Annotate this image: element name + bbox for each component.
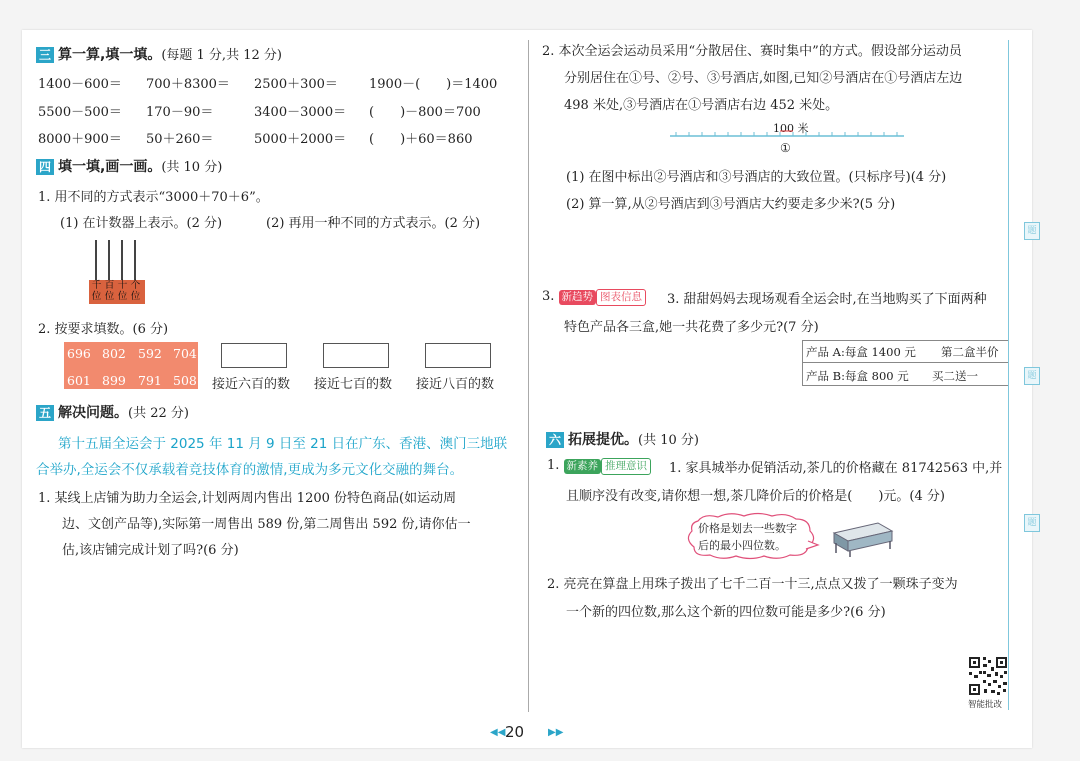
section-3-score: (每题 1 分,共 12 分) (161, 48, 282, 63)
section-3-title: 算一算,填一填。 (58, 47, 162, 63)
reasoning-tag: 推理意识 (601, 458, 651, 475)
calc-item: 3400－3000＝ (254, 105, 347, 120)
question-5-2a: (1) 在图中标出②号酒店和③号酒店的大致位置。(只标序号)(4 分) (566, 170, 947, 185)
calc-item: 1900－( )＝1400 (369, 77, 498, 92)
target-label: 接近八百的数 (416, 377, 495, 392)
number-card: 802 (102, 346, 126, 361)
calc-item: 50＋260＝ (146, 132, 214, 147)
column-divider (528, 40, 529, 712)
product-b-price: 产品 B:每盒 800 元 (806, 369, 909, 383)
question-5-1-line: 估,该店铺完成计划了吗?(6 分) (62, 543, 239, 558)
table-divider (802, 362, 1008, 363)
question-5-2-line: 分别居住在①号、②号、③号酒店,如图,已知②号酒店在①号酒店左边 (564, 71, 963, 86)
question-5-2: 2. 本次全运会运动员采用“分散居住、赛时集中”的方式。假设部分运动员 (542, 44, 962, 59)
section-4-badge: 四 (36, 159, 54, 175)
question-4-1a: (1) 在计数器上表示。(2 分) (60, 216, 223, 231)
number-card: 791 (138, 373, 162, 388)
section-3-badge: 三 (36, 47, 54, 63)
intro-text: 第十五届全运会于 2025 年 11 月 9 日至 21 日在广东、香港、澳门三地联 (58, 436, 508, 452)
hotel-1-marker: ① (780, 141, 791, 155)
edge-tab (1024, 367, 1040, 385)
answer-box-600[interactable] (221, 343, 287, 368)
abacus-rod (95, 240, 97, 282)
hint-bubble (684, 511, 820, 561)
question-5-1-line: 边、文创产品等),实际第一周售出 589 份,第二周售出 592 份,请你估一 (62, 517, 471, 532)
calc-item: 170－90＝ (146, 105, 214, 120)
question-4-2: 2. 按要求填数。(6 分) (38, 322, 169, 337)
abacus-label: 个位 (130, 280, 141, 302)
edge-tab (1024, 514, 1040, 532)
question-5-2b: (2) 算一算,从②号酒店到③号酒店大约要走多少米?(5 分) (566, 197, 896, 212)
section-4-heading (36, 156, 222, 176)
hint-text: 后的最小四位数。 (698, 539, 786, 552)
calc-item: 700＋8300＝ (146, 77, 230, 92)
abacus-rod (134, 240, 136, 282)
question-6-2-line: 一个新的四位数,那么这个新的四位数可能是多少?(6 分) (566, 605, 886, 620)
section-6-badge: 六 (546, 432, 564, 448)
number-card: 899 (102, 373, 126, 388)
question-5-3-text: 3. 甜甜妈妈去现场观看全运会时,在当地购买了下面两种 (667, 292, 987, 307)
abacus-rod (108, 240, 110, 282)
abacus-label: 百位 (104, 280, 115, 302)
scale-label: 100 米 (773, 122, 809, 135)
target-label: 接近六百的数 (212, 377, 291, 392)
product-a-price: 产品 A:每盒 1400 元 (806, 345, 916, 359)
calc-item: 8000＋900＝ (38, 132, 122, 147)
number-card: 592 (138, 346, 162, 361)
new-literacy-tag: 新素养 (564, 459, 602, 474)
edge-tab-text: 题 (1027, 226, 1037, 236)
question-5-1: 1. 某线上店铺为助力全运会,计划两周内售出 1200 份特色商品(如运动周 (38, 491, 457, 506)
edge-tab-text: 题 (1027, 371, 1037, 381)
question-number: 3. (542, 289, 555, 304)
prev-page-icon[interactable]: ◀◀ (490, 727, 506, 738)
calc-item: ( )－800＝700 (369, 105, 481, 120)
edge-tab-text: 题 (1027, 518, 1037, 528)
section-5-title: 解决问题。 (58, 405, 128, 421)
section-3-heading (36, 44, 282, 64)
calc-item: ( )＋60＝860 (369, 132, 473, 147)
question-6-1-text: 1. 家具城举办促销活动,茶几的价格藏在 81742563 中,并 (669, 461, 1003, 476)
section-4-title: 填一填,画一画。 (58, 159, 162, 175)
number-card: 696 (67, 346, 91, 361)
question-number: 1. (547, 458, 560, 473)
answer-box-700[interactable] (323, 343, 389, 368)
question-6-1-line: 且顺序没有改变,请你想一想,茶几降价后的价格是( )元。(4 分) (566, 489, 945, 504)
edge-tab (1024, 222, 1040, 240)
calc-item: 2500＋300＝ (254, 77, 338, 92)
calc-item: 1400－600＝ (38, 77, 122, 92)
section-6-score: (共 10 分) (638, 433, 699, 448)
qr-label: 智能批改 (968, 700, 1003, 710)
target-label: 接近七百的数 (314, 377, 393, 392)
section-5-score: (共 22 分) (128, 406, 189, 421)
page-number: 20 (505, 723, 525, 741)
section-4-score: (共 10 分) (161, 160, 223, 175)
calc-item: 5500－500＝ (38, 105, 122, 120)
product-b-offer: 买二送一 (932, 369, 978, 383)
abacus-label: 千位 (91, 280, 102, 302)
page-edge-line (1008, 40, 1009, 710)
section-5-heading (36, 402, 189, 422)
qr-code-icon[interactable] (967, 655, 1009, 697)
answer-box-800[interactable] (425, 343, 491, 368)
chart-info-tag: 图表信息 (596, 289, 646, 306)
number-card: 508 (173, 373, 197, 388)
question-5-2-line: 498 米处,③号酒店在①号酒店右边 452 米处。 (564, 98, 839, 113)
number-card: 704 (173, 346, 197, 361)
abacus-rod (121, 240, 123, 282)
section-6-title: 拓展提优。 (568, 432, 638, 448)
product-a-offer: 第二盒半价 (941, 345, 999, 359)
intro-text: 合举办,全运会不仅承载着竞技体育的激情,更成为多元文化交融的舞台。 (36, 462, 464, 478)
next-page-icon[interactable]: ▶▶ (548, 727, 564, 738)
hint-text: 价格是划去一些数字 (698, 522, 797, 535)
section-5-badge: 五 (36, 405, 54, 421)
question-5-3 (542, 289, 646, 306)
question-6-1 (547, 458, 651, 475)
question-5-3-line: 特色产品各三盒,她一共花费了多少元?(7 分) (564, 320, 819, 335)
question-4-1b: (2) 再用一种不同的方式表示。(2 分) (266, 216, 481, 231)
section-6-heading (546, 429, 699, 449)
calc-item: 5000＋2000＝ (254, 132, 347, 147)
number-card: 601 (67, 373, 91, 388)
coffee-table-icon (832, 519, 894, 559)
question-6-2: 2. 亮亮在算盘上用珠子拨出了七千二百一十三,点点又拨了一颗珠子变为 (547, 577, 958, 592)
abacus-label: 十位 (117, 280, 128, 302)
new-trend-tag: 新趋势 (559, 290, 597, 305)
question-4-1: 1. 用不同的方式表示“3000＋70＋6”。 (38, 190, 269, 205)
